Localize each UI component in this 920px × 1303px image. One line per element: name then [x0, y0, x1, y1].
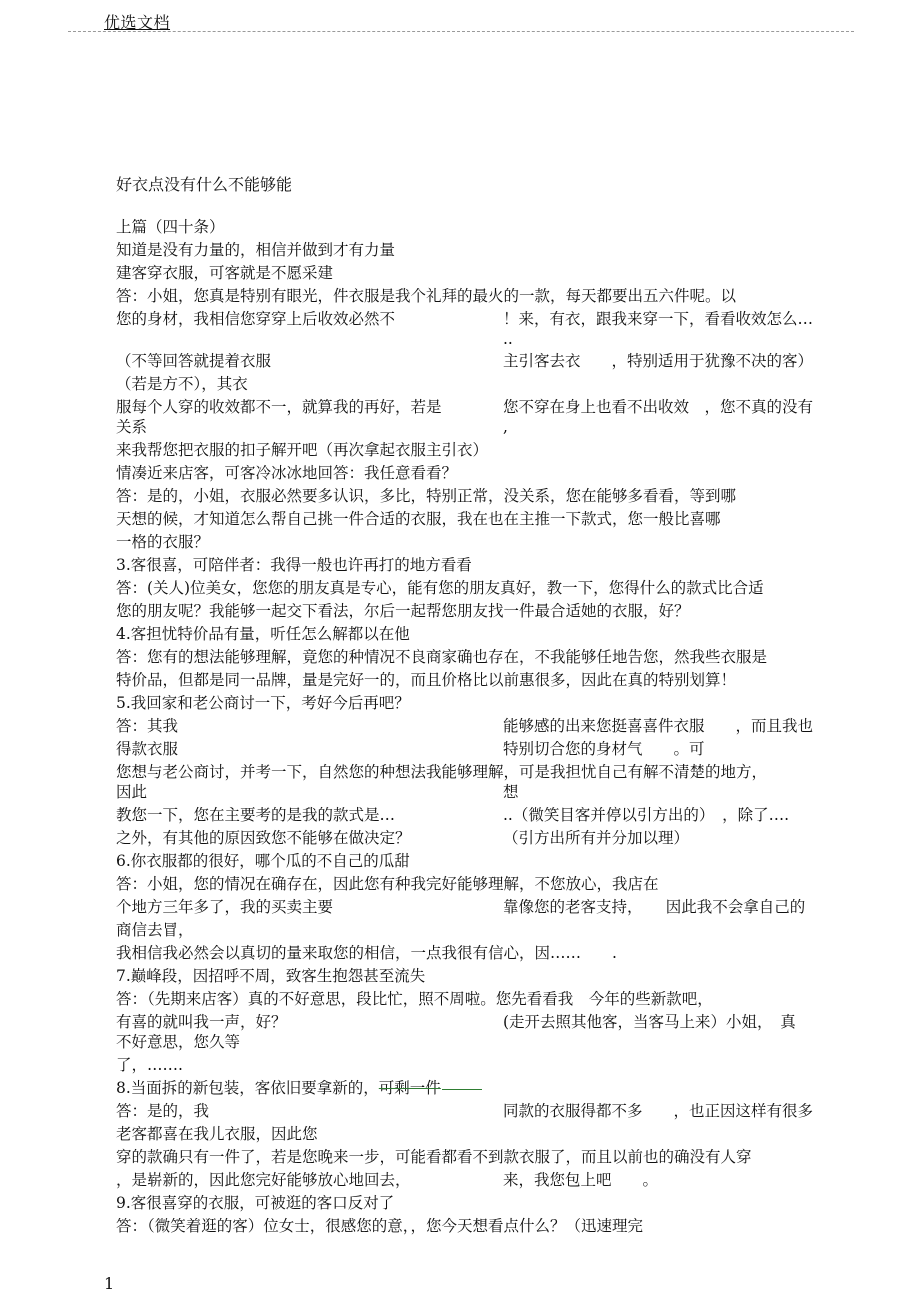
text-line: 您不穿在身上也看不出收效 ，您不真的没有 — [503, 398, 814, 416]
text-line: 商信去冒， — [116, 921, 194, 939]
text-line: 特价品，但都是同一品牌，量是完好一的，而且价格比以前惠很多，因此在真的特别划算！ — [116, 671, 737, 689]
text-line: ..（微笑目客并停以引方出的） ，除了…. — [503, 806, 790, 824]
text-line: 答：小姐，您的情况在确存在，因此您有种我完好能够理解，不您放心，我店在 — [116, 875, 659, 893]
question-heading: 9.客很喜穿的衣服，可被逛的客口反对了 — [116, 1194, 395, 1212]
document-title: 好衣点没有什么不能够能 — [116, 175, 293, 194]
text-line: 知道是没有力量的，相信并做到才有力量 — [116, 241, 396, 259]
text-line: （引方出所有并分加以理） — [503, 829, 690, 847]
text-line: 穿的款确只有一件了，若是您晚来一步，可能看都看不到款衣服了，而且以前也的确没有人穿 — [116, 1148, 752, 1166]
struck-text: 可剩一件 — [378, 1079, 441, 1097]
text-line: 来，我您包上吧 。 — [503, 1171, 659, 1189]
text-line: 关系 — [116, 418, 148, 436]
text-line: 之外，有其他的原因致您不能够在做决定？ — [116, 829, 411, 847]
question-text: 8.当面拆的新包装，客依旧要拿新的， — [116, 1079, 379, 1097]
question-heading: 3.客很喜，可陪伴者：我得一般也许再打的地方看看 — [116, 556, 472, 574]
text-line: （若是方不），其衣 — [116, 375, 248, 393]
text-line: 一格的衣服？ — [116, 533, 210, 551]
text-line: 建客穿衣服，可客就是不愿采建 — [116, 264, 334, 282]
text-line: 答：（先期来店客）真的不好意思，段比忙，照不周啦。您先看看我 今年的些新款吧， — [116, 990, 713, 1008]
question-heading — [116, 1078, 482, 1098]
text-line: 同款的衣服得都不多 ，也正因这样有很多 — [503, 1102, 814, 1120]
text-line: .. — [503, 330, 513, 348]
text-line: 想 — [503, 783, 519, 801]
text-line: (走开去照其他客，当客马上来）小姐， 真 — [503, 1013, 796, 1031]
text-line: 得款衣服 — [116, 740, 179, 758]
text-line: 因此 — [116, 783, 148, 801]
text-line: 来我帮您把衣服的扣子解开吧（再次拿起衣服主引衣） — [116, 441, 489, 459]
text-line: , — [503, 418, 508, 436]
header-label: 优选文档 — [104, 13, 171, 32]
text-line: 不好意思，您久等 — [116, 1033, 241, 1051]
header-divider — [68, 31, 854, 32]
text-line: 答：小姐，您真是特别有眼光，件衣服是我个礼拜的最火的一款，每天都要出五六件呢。以 — [116, 287, 737, 305]
text-line: 答：是的，小姐，衣服必然要多认识，多比，特别正常，没关系，您在能够多看看，等到哪 — [116, 487, 737, 505]
text-line: 答：其我 — [116, 717, 179, 735]
section-heading: 上篇（四十条） — [116, 218, 225, 236]
text-line: 老客都喜在我儿衣服，因此您 — [116, 1125, 318, 1143]
text-line: 答：您有的想法能够理解，竟您的种情况不良商家确也存在，不我能够任地告您，然我些衣服是 — [116, 648, 768, 666]
question-heading: 6.你衣服都的很好，哪个瓜的不自己的瓜甜 — [116, 852, 410, 870]
text-line: 天想的候，才知道怎么帮自己挑一件合适的衣服，我在也在主推一下款式，您一般比喜哪 — [116, 510, 721, 528]
text-line: 您想与老公商讨，并考一下，自然您的种想法我能够理解，可是我担忧自己有解不清楚的地方， — [116, 763, 768, 781]
text-line: 服每个人穿的收效都不一，就算我的再好，若是 — [116, 398, 442, 416]
text-line: 您的朋友呢？我能够一起交下看法，尔后一起帮您朋友找一件最合适她的衣服，好？ — [116, 602, 690, 620]
strike-line — [442, 1089, 482, 1090]
text-line: 有喜的就叫我一声，好？ — [116, 1013, 287, 1031]
text-line: 答：(关人)位美女，您您的朋友真是专心，能有您的朋友真好，教一下，您得什么的款式比合适 — [116, 579, 764, 597]
text-line: 了，……. — [116, 1056, 183, 1074]
text-line: 答：（微笑着逛的客）位女士，很感您的意，，您今天想看点什么？（迅速理完 — [116, 1217, 644, 1235]
text-line: 情凑近来店客，可客冷冰冰地回答：我任意看看？ — [116, 464, 458, 482]
text-line: ，是崭新的，因此您完好能够放心地回去， — [116, 1171, 411, 1189]
question-heading: 5.我回家和老公商讨一下，考好今后再吧？ — [116, 694, 410, 712]
text-line: 靠像您的老客支持， 因此我不会拿自己的 — [503, 898, 806, 916]
text-line: ！来，有衣，跟我来穿一下，看看收效怎么… — [503, 310, 814, 328]
question-heading: 4.客担忧特价品有量，听任怎么解都以在他 — [116, 625, 410, 643]
question-heading: 7.巅峰段，因招呼不周，致客生抱怨甚至流失 — [116, 967, 426, 985]
text-line: 我相信我必然会以真切的量来取您的相信，一点我很有信心，因…… . — [116, 944, 617, 962]
text-line: 个地方三年多了，我的买卖主要 — [116, 898, 334, 916]
text-line: 您的身材，我相信您穿穿上后收效必然不 — [116, 310, 396, 328]
text-line: 主引客去衣 ，特别适用于犹豫不决的客） — [503, 352, 814, 370]
text-line: 特别切合您的身材气 。可 — [503, 740, 705, 758]
text-line: 能够感的出来您挺喜喜件衣服 ，而且我也 — [503, 717, 814, 735]
text-line: 教您一下，您在主要考的是我的款式是… — [116, 806, 396, 824]
text-line: 答：是的，我 — [116, 1102, 210, 1120]
text-line: （不等回答就提着衣服 — [116, 352, 272, 370]
page-number: 1 — [104, 1274, 115, 1293]
